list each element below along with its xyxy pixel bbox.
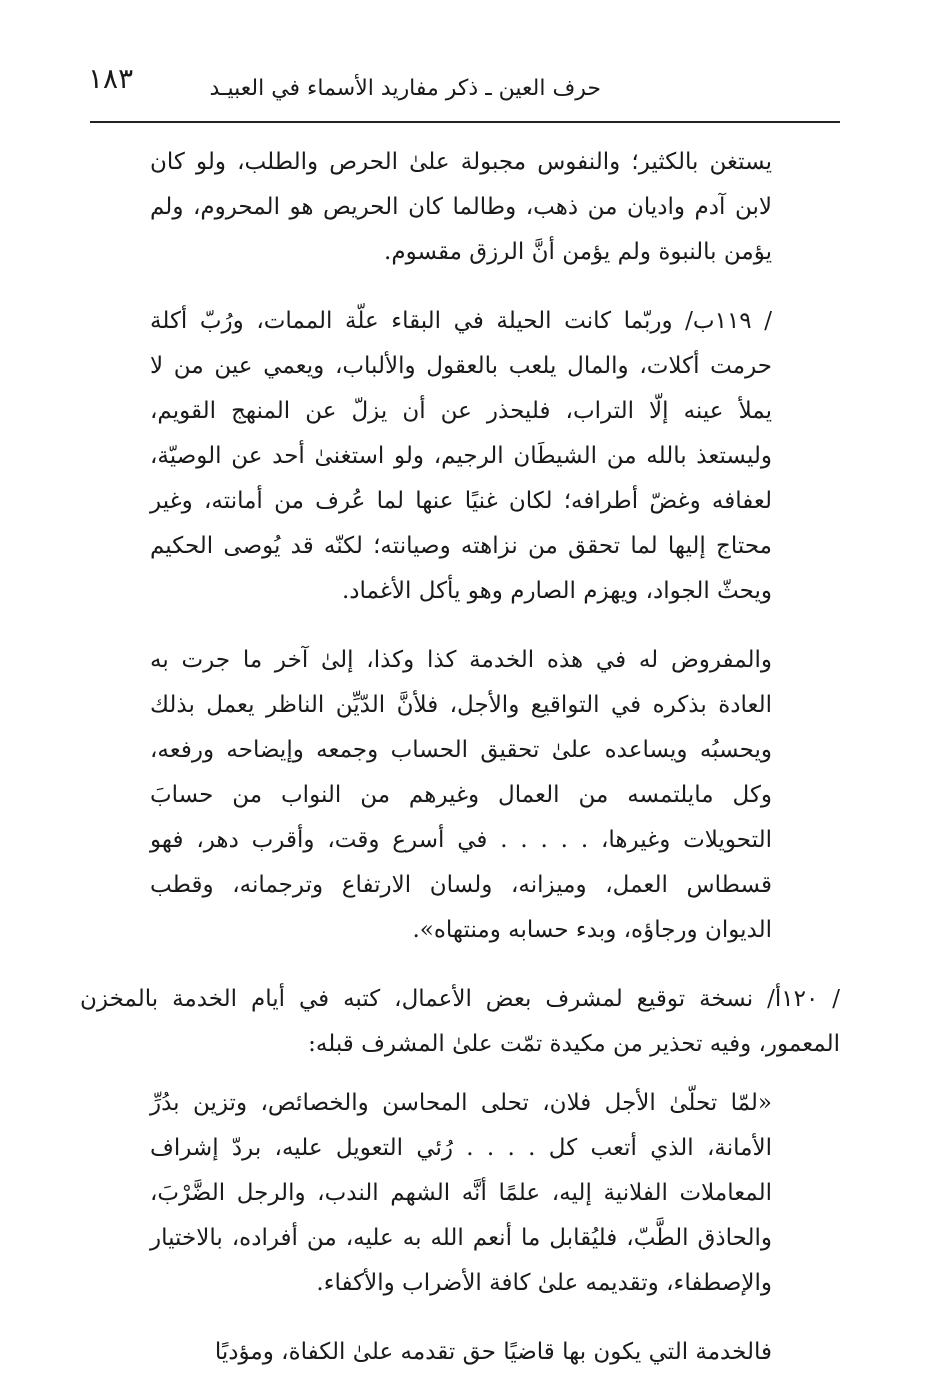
page-body — [80, 140, 840, 1375]
paragraph-3: والمفروض له في هذه الخدمة كذا وكذا، إلىٰ آخر ما جرت به العادة بذكره في التواقيع والأجل، فلأنَّ الدّيِّن الناظر يعمل بذلك ويحسبُه ويساعده علىٰ تحقيق الحساب وجمعه وإيضاحه ورفعه، وكل مايلتمسه من العمال وغيرهم من النواب من حسابَ التحويلات وغيرها، . . . . . في أسرع وقت، وأقرب دهر، فهو قسطاس العمل، وميزانه، ولسان الارتفاع وترجمانه، وقطب الديوان ورجاؤه، وبدء حسابه ومنتهاه». — [150, 647, 772, 943]
paragraph-4: / ١٢٠أ/ نسخة توقيع لمشرف بعض الأعمال، كتبه في أيام الخدمة بالمخزن المعمور، وفيه تحذير من مكيدة تمّت علىٰ المشرف قبله: — [80, 986, 840, 1057]
paragraph-5: «لمّا تحلّىٰ الأجل فلان، تحلى المحاسن والخصائص، وتزين بدُرِّ الأمانة، الذي أتعب كل . . . . رُئي التعويل عليه، بردّ إشراف المعاملات الفلانية إليه، علمًا أنَّه الشهم الندب، والرجل الضَّرْبَ، والحاذق الطَّبّ، فليُقابل ما أنعم الله به عليه، من أفراده، بالاختيار والإصطفاء، وتقديمه علىٰ كافة الأضراب والأكفاء. — [150, 1090, 772, 1296]
header-rule — [90, 121, 840, 123]
page-number: ١٨٣ — [88, 62, 134, 95]
paragraph-6: فالخدمة التي يكون بها قاضيًا حق تقدمه علىٰ الكفاة، ومؤديًا — [214, 1339, 772, 1365]
paragraph-1: يستغن بالكثير؛ والنفوس مجبولة علىٰ الحرص والطلب، ولو كان لابن آدم واديان من ذهب، وطالما كان الحريص هو المحروم، ولم يؤمن بالنبوة ولم يؤمن أنَّ الرزق مقسوم. — [150, 149, 772, 265]
paragraph-2: / ١١٩ب/ وربّما كانت الحيلة في البقاء علّة الممات، ورُبّ أكلة حرمت أكلات، والمال يلعب بالعقول والألباب، ويعمي عين من لا يملأ عينه إلّا التراب، فليحذر عن أن يزلّ عن المنهج القويم، وليستعذ بالله من الشيطَان الرجيم، ولو استغنىٰ أحد عن الوصيّة، لعفافه وغضّ أطرافه؛ لكان غنيًا عنها لما عُرف من أمانته، وغير محتاج إليها لما تحقق من نزاهته وصيانته؛ لكنّه قد يُوصى الحكيم ويحثّ الجواد، ويهزم الصارم وهو يأكل الأغماد. — [150, 308, 772, 604]
running-title: حرف العين ـ ذكر مفاريد الأسماء في العبيـد — [209, 76, 601, 101]
